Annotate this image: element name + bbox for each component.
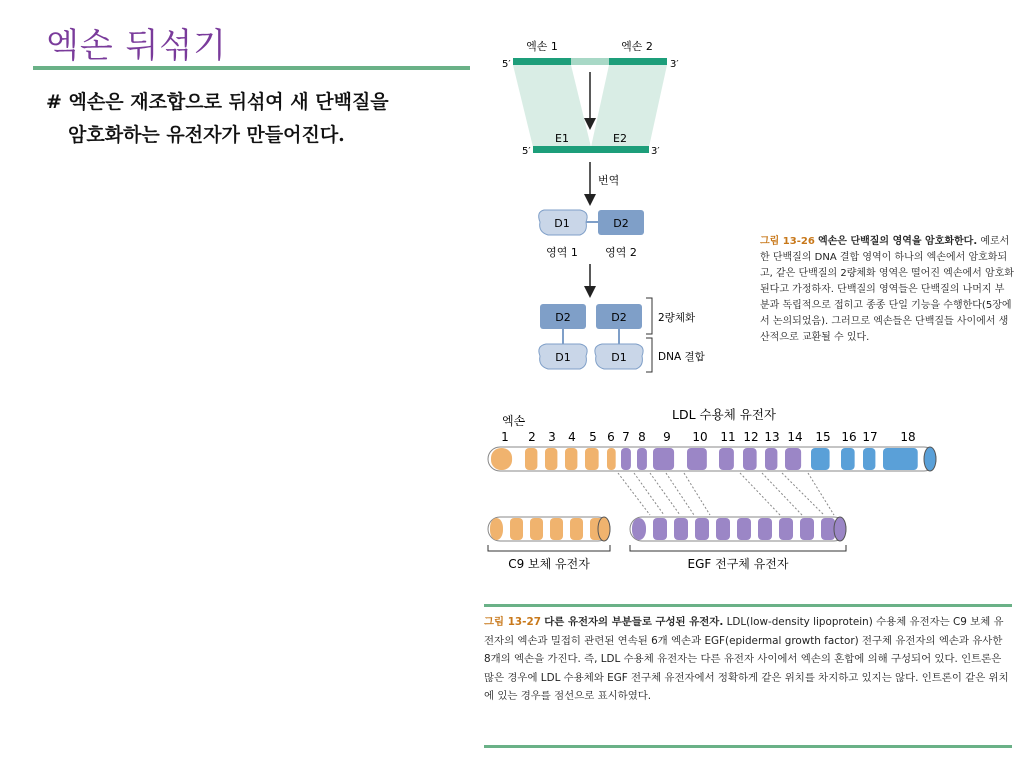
three-prime-top: 3′ xyxy=(670,59,679,70)
ldl-exon-2 xyxy=(525,448,537,470)
intron-dash-3 xyxy=(650,473,680,515)
exon-number-17: 17 xyxy=(862,430,878,444)
three-prime-bottom: 3′ xyxy=(651,146,660,157)
fig27-body: LDL(low-density lipoprotein) 수용체 유전자는 C9 보체 유전자의 엑손과 밀접히 관련된 연속된 6개 엑손과 EGF(epidermal growth factor) 전구체 유전자의 엑손과 유사한 8개의 엑손을 가진다. 즉, LDL 수용체 유전자는 다른 유전자 사이에서 엑손의 혼합에 의해 구성되어 있다. 인트론은 많은 경우에 LDL 수용체와 EGF 전구체 유전자에서 정확하게 같은 위치를 차지하고 있지는 않다. 인트론이 같은 위치에 있는 경우를 점선으로 표시하였다. xyxy=(484,616,1009,702)
intron-dash-9 xyxy=(808,473,834,515)
egf-bracket xyxy=(630,545,846,551)
e1-label: E1 xyxy=(555,132,569,145)
ldl-exon-9 xyxy=(653,448,674,470)
intron-dash-6 xyxy=(740,473,780,515)
ldl-exon-5 xyxy=(585,448,599,470)
figure-13-26-caption xyxy=(760,234,1014,346)
exon1-label: 엑손 1 xyxy=(526,40,558,53)
bottom-rule-bottom xyxy=(484,745,1012,748)
five-prime-bottom: 5′ xyxy=(522,146,531,157)
ldl-exon-7 xyxy=(621,448,631,470)
fig27-heading: 다른 유전자의 부분들로 구성된 유전자. xyxy=(544,616,724,628)
dimer-d2-left-label: D2 xyxy=(555,311,571,324)
title-underline xyxy=(33,66,470,70)
ldl-exon-4 xyxy=(565,448,577,470)
exon-number-7: 7 xyxy=(622,430,630,444)
dna-bracket xyxy=(646,338,652,372)
egf-exon-10 xyxy=(821,518,835,540)
mrna-e1 xyxy=(533,146,591,153)
c9-exon-2 xyxy=(510,518,523,540)
mrna-e2 xyxy=(591,146,649,153)
bullet-line-1: # 엑손은 재조합으로 뒤섞여 새 단백질을 xyxy=(46,91,389,113)
domain2-label: 영역 2 xyxy=(605,246,637,259)
bullet-text xyxy=(46,86,476,152)
bullet-line-2: 암호화하는 유전자가 만들어진다. xyxy=(68,124,345,146)
intron-dash-1 xyxy=(618,473,650,515)
ldl-exon-16 xyxy=(841,448,855,470)
exon-number-row xyxy=(501,430,915,444)
ldl-gene-end xyxy=(924,447,936,471)
intron-position-lines xyxy=(618,473,834,515)
fig26-heading: 엑손은 단백질의 영역을 암호화한다. xyxy=(817,236,978,247)
intron-dash-4 xyxy=(666,473,694,515)
exon-number-15: 15 xyxy=(815,430,831,444)
exon-number-9: 9 xyxy=(663,430,671,444)
figure-13-27-caption xyxy=(484,613,1012,706)
domain1-label: 영역 1 xyxy=(546,246,578,259)
exon-number-14: 14 xyxy=(787,430,803,444)
c9-exon-4 xyxy=(550,518,563,540)
exon-number-2: 2 xyxy=(528,430,536,444)
dna-exon1 xyxy=(513,58,571,65)
figure-13-26-diagram xyxy=(480,32,750,377)
intron-dash-7 xyxy=(762,473,802,515)
exon-number-8: 8 xyxy=(638,430,646,444)
egf-exon-3 xyxy=(674,518,688,540)
fig26-body: 예로서 한 단백질의 DNA 결합 영역이 하나의 엑손에서 암호화되고, 같은 단백질의 2량체화 영역은 떨어진 엑손에서 암호화된다고 가정하자. 단백질의 영역들은 단백질의 나머지 부분과 독립적으로 접히고 종종 단일 기능을 수행한다(5장에서 논의되었음). 그러므로 엑손들은 단백질들 사이에서 생산적으로 교환될 수 있다. xyxy=(760,236,1014,343)
dimer-d1-left-label: D1 xyxy=(555,351,571,364)
dimer-bracket xyxy=(646,298,652,334)
c9-exon-5 xyxy=(570,518,583,540)
exon-heading: 엑손 xyxy=(502,414,526,428)
egf-exon-5 xyxy=(716,518,730,540)
c9-exon-1 xyxy=(490,518,503,540)
exon-number-10: 10 xyxy=(692,430,708,444)
egf-exon-6 xyxy=(737,518,751,540)
ldl-exon-12 xyxy=(743,448,757,470)
exon-number-16: 16 xyxy=(841,430,857,444)
c9-gene-label: C9 보체 유전자 xyxy=(508,557,590,571)
dimer-d2-right-label: D2 xyxy=(611,311,627,324)
egf-exon-4 xyxy=(695,518,709,540)
ldl-exon-17 xyxy=(863,448,875,470)
exon-number-6: 6 xyxy=(607,430,615,444)
dna-exon2 xyxy=(609,58,667,65)
ldl-exon-13 xyxy=(765,448,777,470)
egf-exon-2 xyxy=(653,518,667,540)
translation-label: 번역 xyxy=(598,174,620,187)
exon-number-13: 13 xyxy=(764,430,780,444)
exon-number-3: 3 xyxy=(548,430,556,444)
five-prime-top: 5′ xyxy=(502,59,511,70)
exon-number-1: 1 xyxy=(501,430,509,444)
exon-number-5: 5 xyxy=(589,430,597,444)
dna-binding-label: DNA 결합 xyxy=(658,351,705,363)
exon-number-4: 4 xyxy=(568,430,576,444)
ldl-exon-15 xyxy=(811,448,830,470)
fig26-number: 그림 13-26 xyxy=(760,236,815,247)
ldl-exon-18 xyxy=(883,448,918,470)
ldl-exon-1 xyxy=(491,448,512,470)
c9-gene-end xyxy=(598,517,610,541)
exon2-funnel xyxy=(591,65,667,147)
ldl-exon-3 xyxy=(545,448,557,470)
ldl-exon-14 xyxy=(785,448,801,470)
d2-label: D2 xyxy=(613,217,629,230)
ldl-exon-6 xyxy=(607,448,616,470)
exon-number-18: 18 xyxy=(900,430,916,444)
intron-dash-8 xyxy=(782,473,824,515)
slide-title: 엑손 뒤섞기 xyxy=(46,26,228,66)
dna-intron xyxy=(571,58,609,65)
intron-dash-2 xyxy=(634,473,664,515)
intron-dash-5 xyxy=(684,473,710,515)
exon2-label: 엑손 2 xyxy=(621,40,653,53)
d1-label: D1 xyxy=(554,217,570,230)
ldl-exon-8 xyxy=(637,448,647,470)
c9-complement-gene xyxy=(488,517,610,541)
exon-number-12: 12 xyxy=(743,430,759,444)
c9-exon-3 xyxy=(530,518,543,540)
c9-bracket xyxy=(488,545,610,551)
ldl-gene-title: LDL 수용체 유전자 xyxy=(672,407,776,422)
e2-label: E2 xyxy=(613,132,627,145)
egf-exon-9 xyxy=(800,518,814,540)
egf-exon-8 xyxy=(779,518,793,540)
egf-gene-label: EGF 전구체 유전자 xyxy=(687,557,789,571)
exon-number-11: 11 xyxy=(720,430,736,444)
egf-exon-7 xyxy=(758,518,772,540)
dimer-d1-right-label: D1 xyxy=(611,351,627,364)
ldl-exon-10 xyxy=(687,448,707,470)
fig27-number: 그림 13-27 xyxy=(484,616,541,628)
figure-13-27-diagram xyxy=(484,405,964,580)
ldl-exon-11 xyxy=(719,448,734,470)
dimerization-label: 2량체화 xyxy=(658,312,696,324)
bottom-rule-top xyxy=(484,604,1012,607)
exon1-funnel xyxy=(513,65,591,147)
egf-gene-end xyxy=(834,517,846,541)
egf-precursor-gene xyxy=(630,517,846,541)
egf-exon-1 xyxy=(632,518,646,540)
ldl-receptor-gene xyxy=(488,447,936,471)
